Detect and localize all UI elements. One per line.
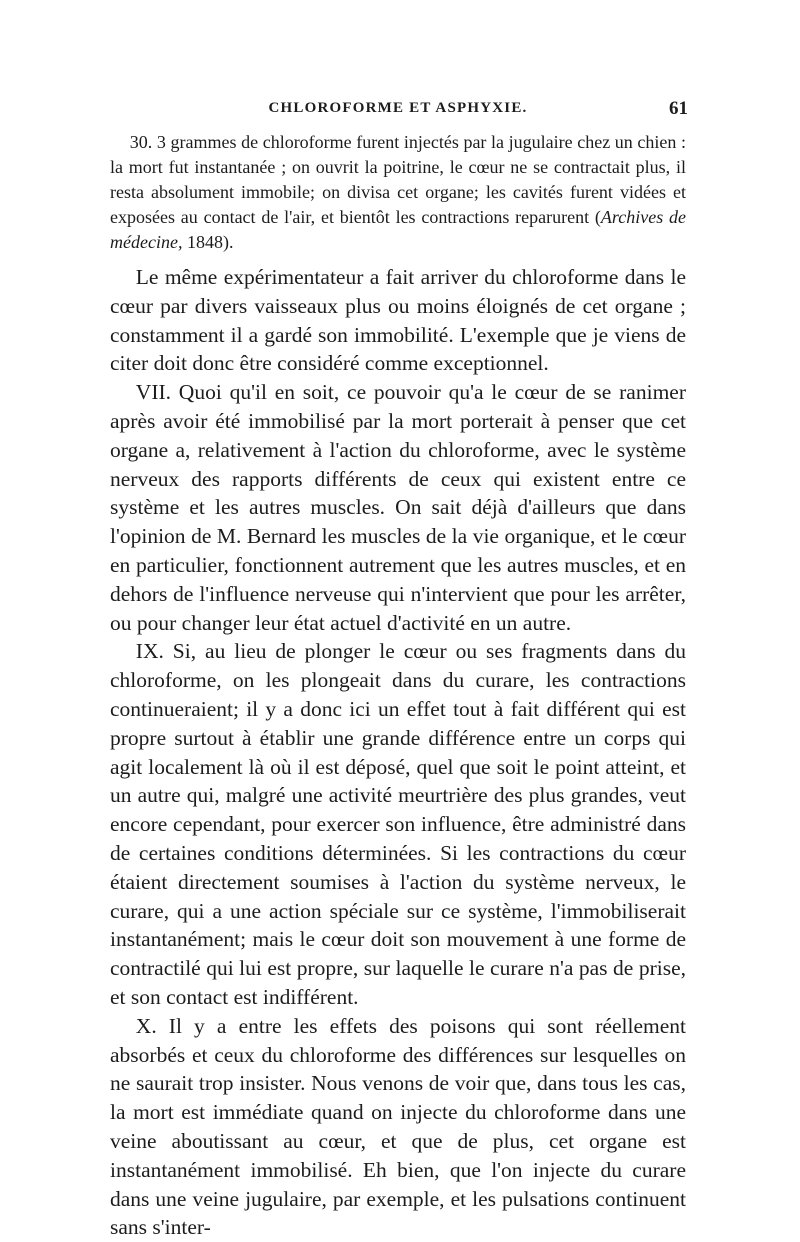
- case-note-text-end: 1848).: [182, 232, 234, 252]
- running-title: CHLOROFORME ET ASPHYXIE.: [268, 100, 528, 116]
- running-head: [110, 100, 686, 124]
- main-text: [110, 263, 686, 1242]
- case-note-paragraph: [110, 130, 686, 255]
- case-note-text: 30. 3 grammes de chloroforme furent injectés par la jugulaire chez un chien : la mort fut instantanée ; on ouvrit la poitrine, le cœur ne se contractait plus, il resta absolument immobile; on divisa cet organe; les cavités furent vidées et exposées au contact de l'air, et bientôt les contractions reparurent (: [110, 132, 686, 227]
- paragraph-section-ix: IX. Si, au lieu de plonger le cœur ou ses fragments dans du chloroforme, on les plongeait dans du curare, les contractions continueraient; il y a donc ici un effet tout à fait différent qui est propre surtout à établir une grande différence entre un corps qui agit localement là où il est déposé, quel que soit le point atteint, et un autre qui, malgré une activité meurtrière des plus grandes, veut encore cependant, pour exercer son influence, être administré dans de certaines conditions déterminées. Si les contractions du cœur étaient directement soumises à l'action du système nerveux, le curare, qui a une action spéciale sur ce système, l'immobiliserait instantanément; mais le cœur doit son mouvement à une forme de contractilé qui lui est propre, sur laquelle le curare n'a pas de prise, et son contact est indifférent.: [110, 639, 686, 1009]
- paragraph-section-vii: VII. Quoi qu'il en soit, ce pouvoir qu'a le cœur de se ranimer après avoir été immobilisé par la mort porterait à penser que cet organe a, relativement à l'action du chloroforme, avec le système nerveux des rapports différents de ceux qui existent entre ce système et les autres muscles. On sait déjà d'ailleurs que dans l'opinion de M. Bernard les muscles de la vie organique, et le cœur en particulier, fonctionnent autrement que les autres muscles, et en dehors de l'influence nerveuse qui n'intervient que pour les arrêter, ou pour changer leur état actuel d'activité en un autre.: [110, 380, 686, 635]
- case-note: [110, 130, 686, 255]
- case-note-citation: Archives de médecine,: [110, 207, 687, 252]
- paragraph-section-x: X. Il y a entre les effets des poisons qui sont réellement absorbés et ceux du chloroforme des différences sur lesquelles on ne saurait trop insister. Nous venons de voir que, dans tous les cas, la mort est immédiate quand on injecte du chloroforme dans une veine aboutissant au cœur, et que de plus, cet organe est instantanément immobilisé. Eh bien, que l'on injecte du curare dans une veine jugulaire, par exemple, et les pulsations continuent sans s'inter-: [110, 1013, 686, 1240]
- paragraph-experimenter: Le même expérimentateur a fait arriver du chloroforme dans le cœur par divers vaisseaux plus ou moins éloignés de cet organe ; constamment il a gardé son immobilité. L'exemple que je viens de citer doit donc être considéré comme exceptionnel.: [110, 265, 686, 376]
- page-number: 61: [669, 98, 688, 119]
